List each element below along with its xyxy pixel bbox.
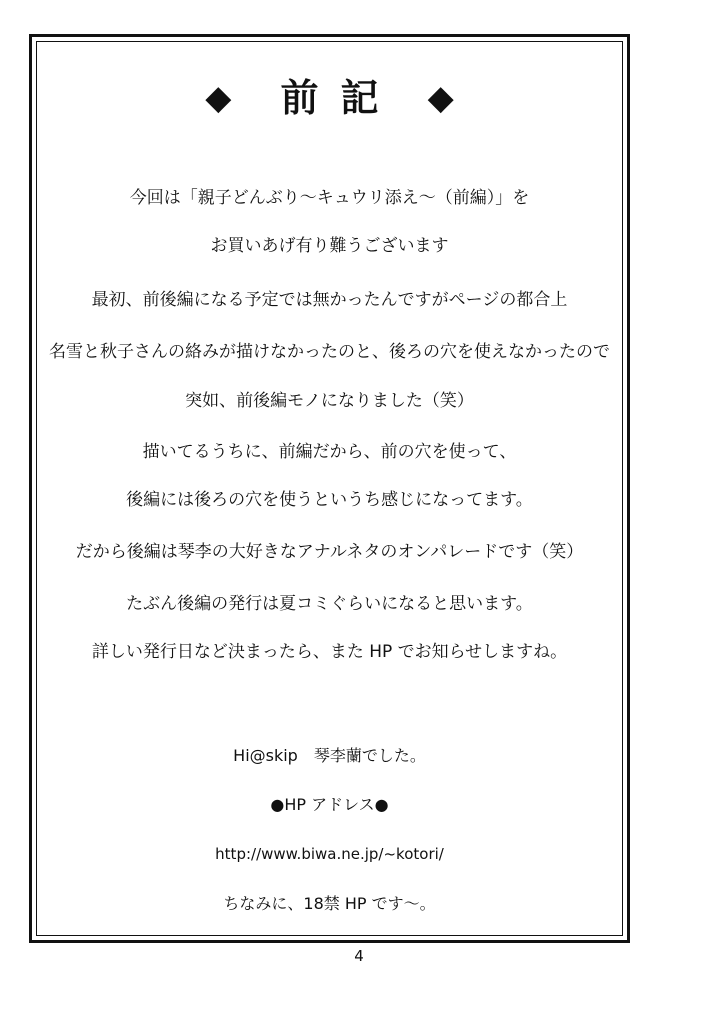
body-line-5: 突如、前後編モノになりました（笑） — [185, 391, 474, 411]
body-line-7: 後編には後ろの穴を使うというち感じになってます。 — [126, 490, 533, 510]
body-line-1: 今回は「親子どんぶり～キュウリ添え～（前編）」を — [129, 188, 530, 208]
hp-address-heading: ●HP アドレス● — [270, 795, 389, 814]
author-signature: Hi@skip 琴李蘭でした。 — [233, 746, 426, 765]
title-text: 前記 — [280, 76, 401, 120]
body-line-4: 名雪と秋子さんの絡みが描けなかったのと、後ろの穴を使えなかったので — [49, 342, 610, 362]
closing-note: ちなみに、18禁 HP です～。 — [223, 894, 436, 913]
page-title — [36, 68, 623, 128]
body-line-6: 描いてるうちに、前編だから、前の穴を使って、 — [142, 442, 517, 462]
page-number: 4 — [354, 947, 364, 965]
diamond-left-icon: ◆ — [205, 78, 232, 118]
body-line-8: だから後編は琴李の大好きなアナルネタのオンパレードです（笑） — [75, 542, 584, 562]
hp-url-link[interactable]: http://www.biwa.ne.jp/~kotori/ — [215, 845, 444, 863]
body-line-3: 最初、前後編になる予定では無かったんですがページの都合上 — [91, 290, 568, 310]
body-line-10: 詳しい発行日など決まったら、また HP でお知らせしますね。 — [91, 642, 568, 662]
body-line-2: お買いあげ有り難うございます — [210, 236, 449, 256]
diamond-right-icon: ◆ — [427, 78, 454, 118]
body-line-9: たぶん後編の発行は夏コミぐらいになると思います。 — [126, 594, 533, 614]
